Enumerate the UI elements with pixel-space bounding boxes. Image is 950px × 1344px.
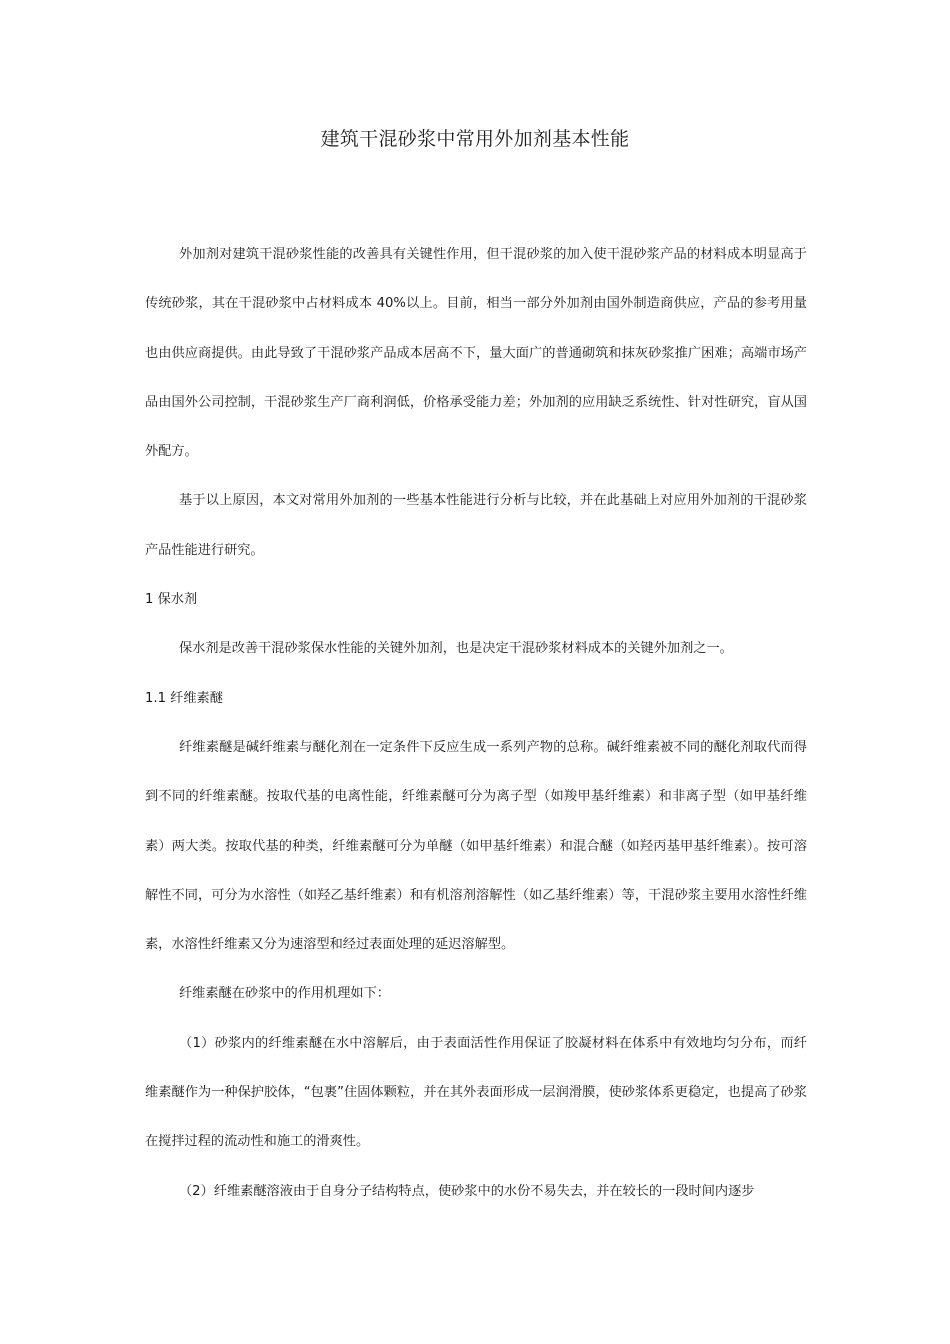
paragraph-mechanism-intro: 纤维素醚在砂浆中的作用机理如下：	[179, 986, 390, 1002]
paragraph-cellulose-ether-definition: 纤维素醚是碱纤维素与醚化剂在一定条件下反应生成一系列产物的总称。碱纤维素被不同的醚化剂取代而得到不同的纤维素醚。按取代基的电离性能，纤维素醚可分为离子型（如羧甲基纤维素）和非离子型（如甲基纤维素）两大类。按取代基的种类，纤维素醚可分为单醚（如甲基纤维素）和混合醚（如羟丙基甲基纤维素）。按可溶解性不同，可分为水溶性（如羟乙基纤维素）和有机溶剂溶解性（如乙基纤维素）等，干混砂浆主要用水溶性纤维素，水溶性纤维素又分为速溶型和经过表面处理的延迟溶解型。	[145, 739, 807, 953]
document-title: 建筑干混砂浆中常用外加剂基本性能	[320, 128, 630, 150]
paragraph-water-retention: 保水剂是改善干混砂浆保水性能的关键外加剂，也是决定干混砂浆材料成本的关键外加剂之一。	[179, 641, 733, 657]
paragraph-mechanism-2: （2）纤维素醚溶液由于自身分子结构特点，使砂浆中的水份不易失去，并在较长的一段时间内逐步	[179, 1183, 755, 1199]
section-heading-cellulose-ether: 1.1 纤维素醚	[145, 690, 223, 706]
document-body	[145, 230, 807, 1216]
section-heading-water-retention: 1 保水剂	[145, 592, 198, 608]
paragraph-intro: 外加剂对建筑干混砂浆性能的改善具有关键性作用，但干混砂浆的加入使干混砂浆产品的材料成本明显高于传统砂浆，其在干混砂浆中占材料成本 40%以上。目前，相当一部分外加剂由国外制造商供应，产品的参考用量也由供应商提供。由此导致了干混砂浆产品成本居高不下，量大面广的普通砌筑和抹灰砂浆推广困难；高端市场产品由国外公司控制，干混砂浆生产厂商利润低，价格承受能力差；外加剂的应用缺乏系统性、针对性研究，盲从国外配方。	[145, 247, 807, 460]
paragraph-mechanism-1: （1）砂浆内的纤维素醚在水中溶解后，由于表面活性作用保证了胶凝材料在体系中有效地均匀分布，而纤维素醚作为一种保护胶体，“包裹”住固体颗粒，并在其外表面形成一层润滑膜，使砂浆体系更稳定，也提高了砂浆在搅拌过程的流动性和施工的滑爽性。	[145, 1035, 807, 1150]
paragraph-purpose: 基于以上原因，本文对常用外加剂的一些基本性能进行分析与比较，并在此基础上对应用外加剂的干混砂浆产品性能进行研究。	[145, 493, 807, 558]
